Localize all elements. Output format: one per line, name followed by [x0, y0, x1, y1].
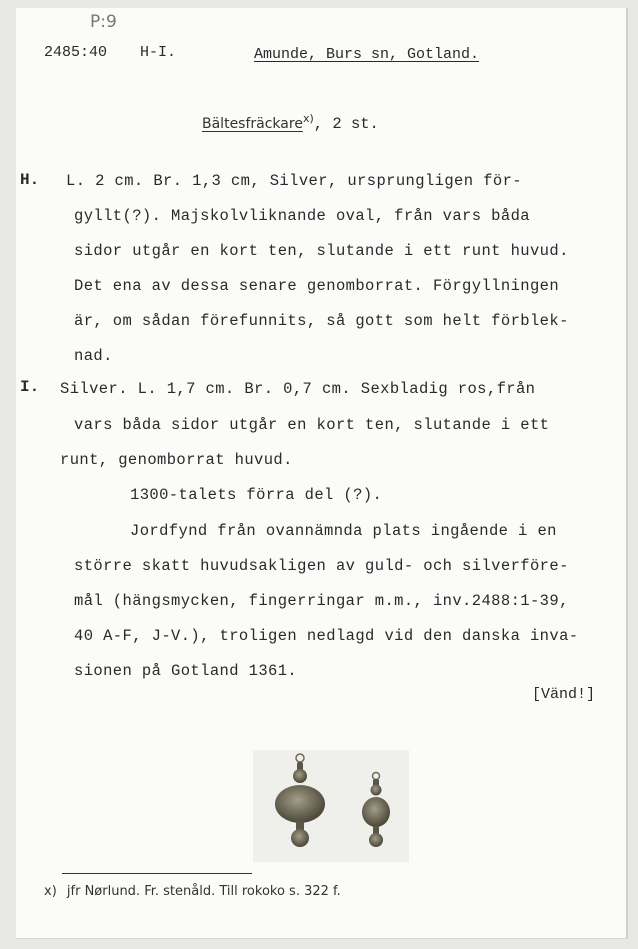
text-line: mål (hängsmycken, fingerringar m.m., inv.2488:1-39,: [74, 592, 569, 610]
text-line: Det ena av dessa senare genomborrat. Förgyllningen: [74, 277, 560, 295]
object-title: [202, 112, 379, 133]
pendant-h-image: [275, 754, 325, 847]
text-line: nad.: [74, 347, 113, 365]
footnote-marker: x): [302, 112, 314, 125]
text-line: L. 2 cm. Br. 1,3 cm, Silver, ursprungligen för-: [66, 172, 522, 190]
footnote: [44, 884, 341, 899]
object-count: , 2 st.: [313, 115, 379, 134]
footnote-rule: [62, 873, 252, 874]
text-line: är, om sådan förefunnits, så gott som helt förblek-: [74, 312, 569, 330]
text-line: gyllt(?). Majskolvliknande oval, från vars båda: [74, 207, 530, 225]
entry-h-label: H.: [20, 171, 40, 189]
find-location: Amunde, Burs sn, Gotland.: [254, 46, 480, 63]
catalog-number: 2485:40: [44, 44, 108, 61]
artifact-photo: [253, 750, 409, 862]
text-line: vars båda sidor utgår en kort ten, slutande i ett: [74, 416, 550, 434]
item-letters: H-I.: [140, 44, 177, 61]
pendant-i-image: [362, 773, 390, 848]
footnote-mark: x): [44, 884, 57, 899]
text-line: Jordfynd från ovannämnda plats ingående i en: [130, 522, 557, 540]
text-line: sidor utgår en kort ten, slutande i ett runt huvud.: [74, 242, 569, 260]
dating: 1300-talets förra del (?).: [130, 486, 383, 504]
pencil-mark: P:9: [90, 12, 117, 32]
text-line: större skatt huvudsakligen av guld- och silverföre-: [74, 557, 569, 575]
artifact-photo-graphic: [253, 750, 409, 862]
entry-i-label: I.: [20, 378, 40, 396]
catalog-card: [16, 8, 628, 939]
text-line: runt, genomborrat huvud.: [60, 451, 293, 469]
footnote-text: jfr Nørlund. Fr. stenåld. Till rokoko s. 322 f.: [66, 884, 341, 899]
turn-over-note: [Vänd!]: [532, 686, 596, 703]
text-line: 40 A-F, J-V.), troligen nedlagd vid den danska inva-: [74, 627, 579, 645]
text-line: sionen på Gotland 1361.: [74, 662, 298, 680]
object-name: Bältesfräckare: [202, 116, 303, 133]
text-line: Silver. L. 1,7 cm. Br. 0,7 cm. Sexbladig ros,från: [60, 380, 536, 398]
